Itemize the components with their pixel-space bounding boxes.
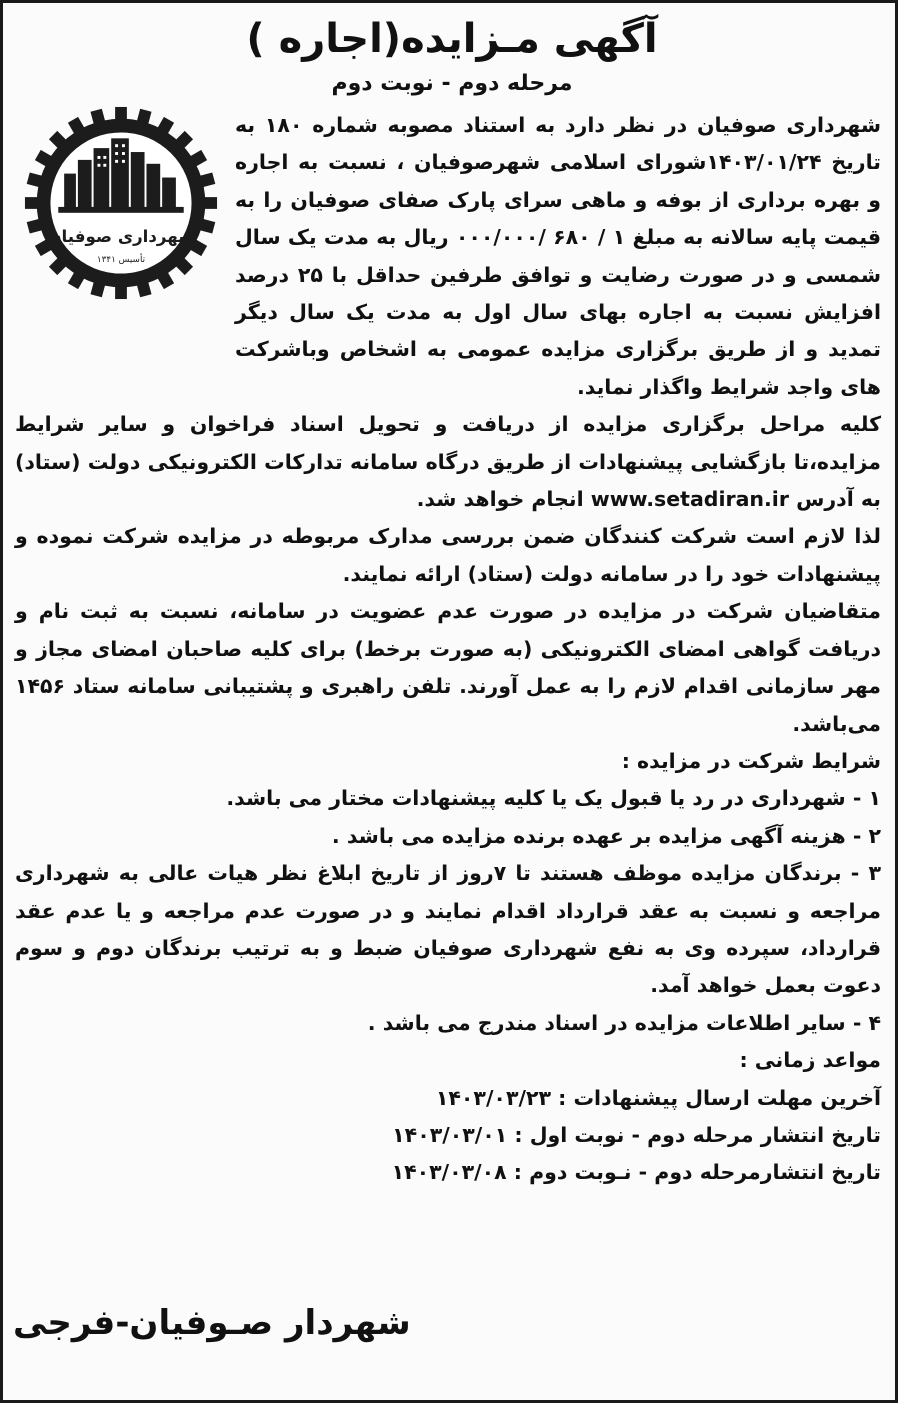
condition-item-1: ۱ - شهرداری در رد یا قبول یک یا کلیه پیشنهادات مختار می باشد. bbox=[226, 786, 881, 811]
deadline-publish-first: تاریخ انتشار مرحله دوم - نوبت اول : ۱۴۰۳/۰۳/۰۱ bbox=[392, 1122, 881, 1147]
notice-subtitle: مرحله دوم - نوبت دوم bbox=[331, 71, 573, 96]
paragraph-participation: لذا لازم است شرکت کنندگان ضمن بررسی مدارک مربوطه در مزایده شرکت نموده و پیشنهادات خود را در سامانه دولت (ستاد) ارائه نمایند. bbox=[15, 524, 881, 586]
condition-item-3: ۳ - برندگان مزایده موظف هستند تا ۷روز از تاریخ ابلاغ نظر هیات عالی به شهرداری مراجعه و نسبت به عقد قرارداد اقدام نمایند و در صورت عدم مراجعه و یا عدم عقد قرارداد، سپرده وی به نفع شهرداری صوفیان ضبط و به ترتیب برندگان دوم و سوم دعوت بعمل خواهد آمد. bbox=[15, 861, 882, 998]
deadlines-heading: مواعد زمانی : bbox=[739, 1048, 881, 1073]
deadline-publish-second: تاریخ انتشارمرحله دوم - نـوبت دوم : ۱۴۰۳/۰۳/۰۸ bbox=[391, 1160, 881, 1185]
condition-item-2: ۲ - هزینه آگهی مزایده بر عهده برنده مزایده می باشد . bbox=[331, 823, 881, 848]
condition-item-4: ۴ - سایر اطلاعات مزایده در اسناد مندرج می باشد . bbox=[367, 1010, 881, 1035]
notice-title: آگهی مـزایده(اجاره ) bbox=[246, 16, 658, 62]
logo-name: شهرداری صوفیان bbox=[47, 227, 195, 247]
logo-spacer bbox=[15, 107, 235, 333]
notice-body bbox=[15, 107, 881, 1192]
conditions-heading: شرایط شرکت در مزایده : bbox=[621, 748, 881, 773]
paragraph-intro: شهرداری صوفیان در نظر دارد به استناد مصوبه شماره ۱۸۰ به تاریخ ۱۴۰۳/۰۱/۲۴شورای اسلامی شهرصوفیان ، نسبت به اجاره و بهره برداری از بوفه و ماهی سرای پارک صفای صوفیان را به قیمت پایه سالانه به مبلغ ۱ / ۶۸۰ /۰۰۰/۰۰۰ ریال به مدت یک سال شمسی و در صورت رضایت و توافق طرفین حداقل با ۲۵ درصد افزایش نسبت به اجاره بهای سال اول به مدت یک سال دیگر تمدید و از طریق برگزاری مزایده عمومی به اشخاص وباشرکت های واجد شرایط واگذار نماید. bbox=[235, 113, 882, 399]
logo-founded: تأسیس ۱۳۴۱ bbox=[96, 254, 146, 265]
paragraph-registration: متقاضیان شرکت در مزایده در صورت عدم عضویت در سامانه، نسبت به ثبت نام و دریافت گواهی امضای الکترونیکی (به صورت برخط) برای کلیه صاحبان امضای مجاز و مهر سازمانی اقدام لازم را به عمل آورند. تلفن راهبری و پشتیبانی سامانه ستاد ۱۴۵۶ می‌باشد. bbox=[15, 599, 881, 736]
mayor-signature: شهردار صـوفیان-فرجی bbox=[13, 1303, 411, 1343]
paragraph-procedure: کلیه مراحل برگزاری مزایده از دریافت و تحویل اسناد فراخوان و سایر شرایط مزایده،تا بازگشایی پیشنهادات از طریق درگاه سامانه تدارکات الکترونیکی دولت (ستاد) به آدرس www.setadiran.ir انجام خواهد شد. bbox=[15, 412, 881, 512]
deadline-submission: آخرین مهلت ارسال پیشنهادات : ۱۴۰۳/۰۳/۲۳ bbox=[435, 1085, 881, 1110]
